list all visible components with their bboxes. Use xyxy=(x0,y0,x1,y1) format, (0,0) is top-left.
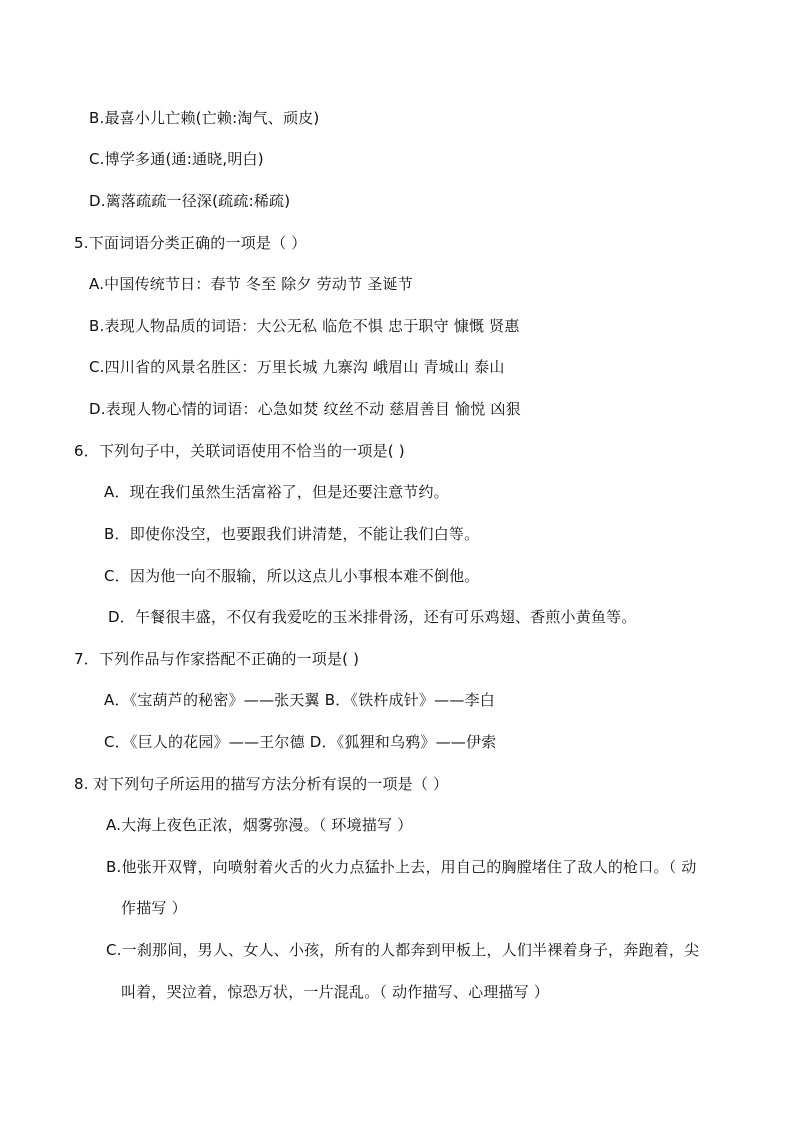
q6-stem: 6．下列句子中，关联词语使用不恰当的一项是( ) xyxy=(74,442,405,460)
q5-option-a: A.中国传统节日：春节 冬至 除夕 劳动节 圣诞节 xyxy=(89,275,413,293)
q4-option-d: D.篱落疏疏一径深(疏疏:稀疏) xyxy=(89,192,291,210)
q5-option-c: C.四川省的风景名胜区：万里长城 九寨沟 峨眉山 青城山 泰山 xyxy=(89,358,505,376)
q8-option-b-line1: B.他张开双臂，向喷射着火舌的火力点猛扑上去，用自己的胸膛堵住了敌人的枪口。（ 动 xyxy=(106,858,697,876)
q6-option-b: B．即使你没空，也要跟我们讲清楚，不能让我们白等。 xyxy=(104,525,480,543)
q8-option-c-line1: C.一刹那间，男人、女人、小孩，所有的人都奔到甲板上，人们半裸着身子，奔跑着，尖 xyxy=(106,941,700,959)
q7-options-ab: A．《宝葫芦的秘密》——张天翼 B．《铁杵成针》——李白 xyxy=(104,691,495,709)
q6-option-c: C．因为他一向不服输，所以这点儿小事根本难不倒他。 xyxy=(104,567,480,585)
q4-option-b: B.最喜小儿亡赖(亡赖:淘气、顽皮) xyxy=(89,109,320,127)
q7-stem: 7．下列作品与作家搭配不正确的一项是( ) xyxy=(74,650,360,668)
q5-option-d: D.表现人物心情的词语：心急如焚 纹丝不动 慈眉善目 愉悦 凶狠 xyxy=(89,400,521,418)
q8-option-b-line2: 作描写 ） xyxy=(121,899,187,917)
q6-option-a: A．现在我们虽然生活富裕了，但是还要注意节约。 xyxy=(104,483,449,501)
q5-option-b: B.表现人物品质的词语：大公无私 临危不惧 忠于职守 慷慨 贤惠 xyxy=(89,317,520,335)
q8-option-c-line2: 叫着，哭泣着，惊恐万状，一片混乱。（ 动作描写、心理描写 ） xyxy=(121,983,550,1001)
q6-option-d: D．午餐很丰盛，不仅有我爱吃的玉米排骨汤，还有可乐鸡翅、香煎小黄鱼等。 xyxy=(108,608,637,626)
q8-stem: 8. 对下列句子所运用的描写方法分析有误的一项是（ ） xyxy=(74,775,449,793)
q8-option-a: A.大海上夜色正浓，烟雾弥漫。（ 环境描写 ） xyxy=(106,816,413,834)
q5-stem: 5.下面词语分类正确的一项是（ ） xyxy=(74,234,307,252)
q7-options-cd: C．《巨人的花园》——王尔德 D．《狐狸和乌鸦》——伊索 xyxy=(104,733,497,751)
q4-option-c: C.博学多通(通:通晓,明白) xyxy=(89,150,264,168)
